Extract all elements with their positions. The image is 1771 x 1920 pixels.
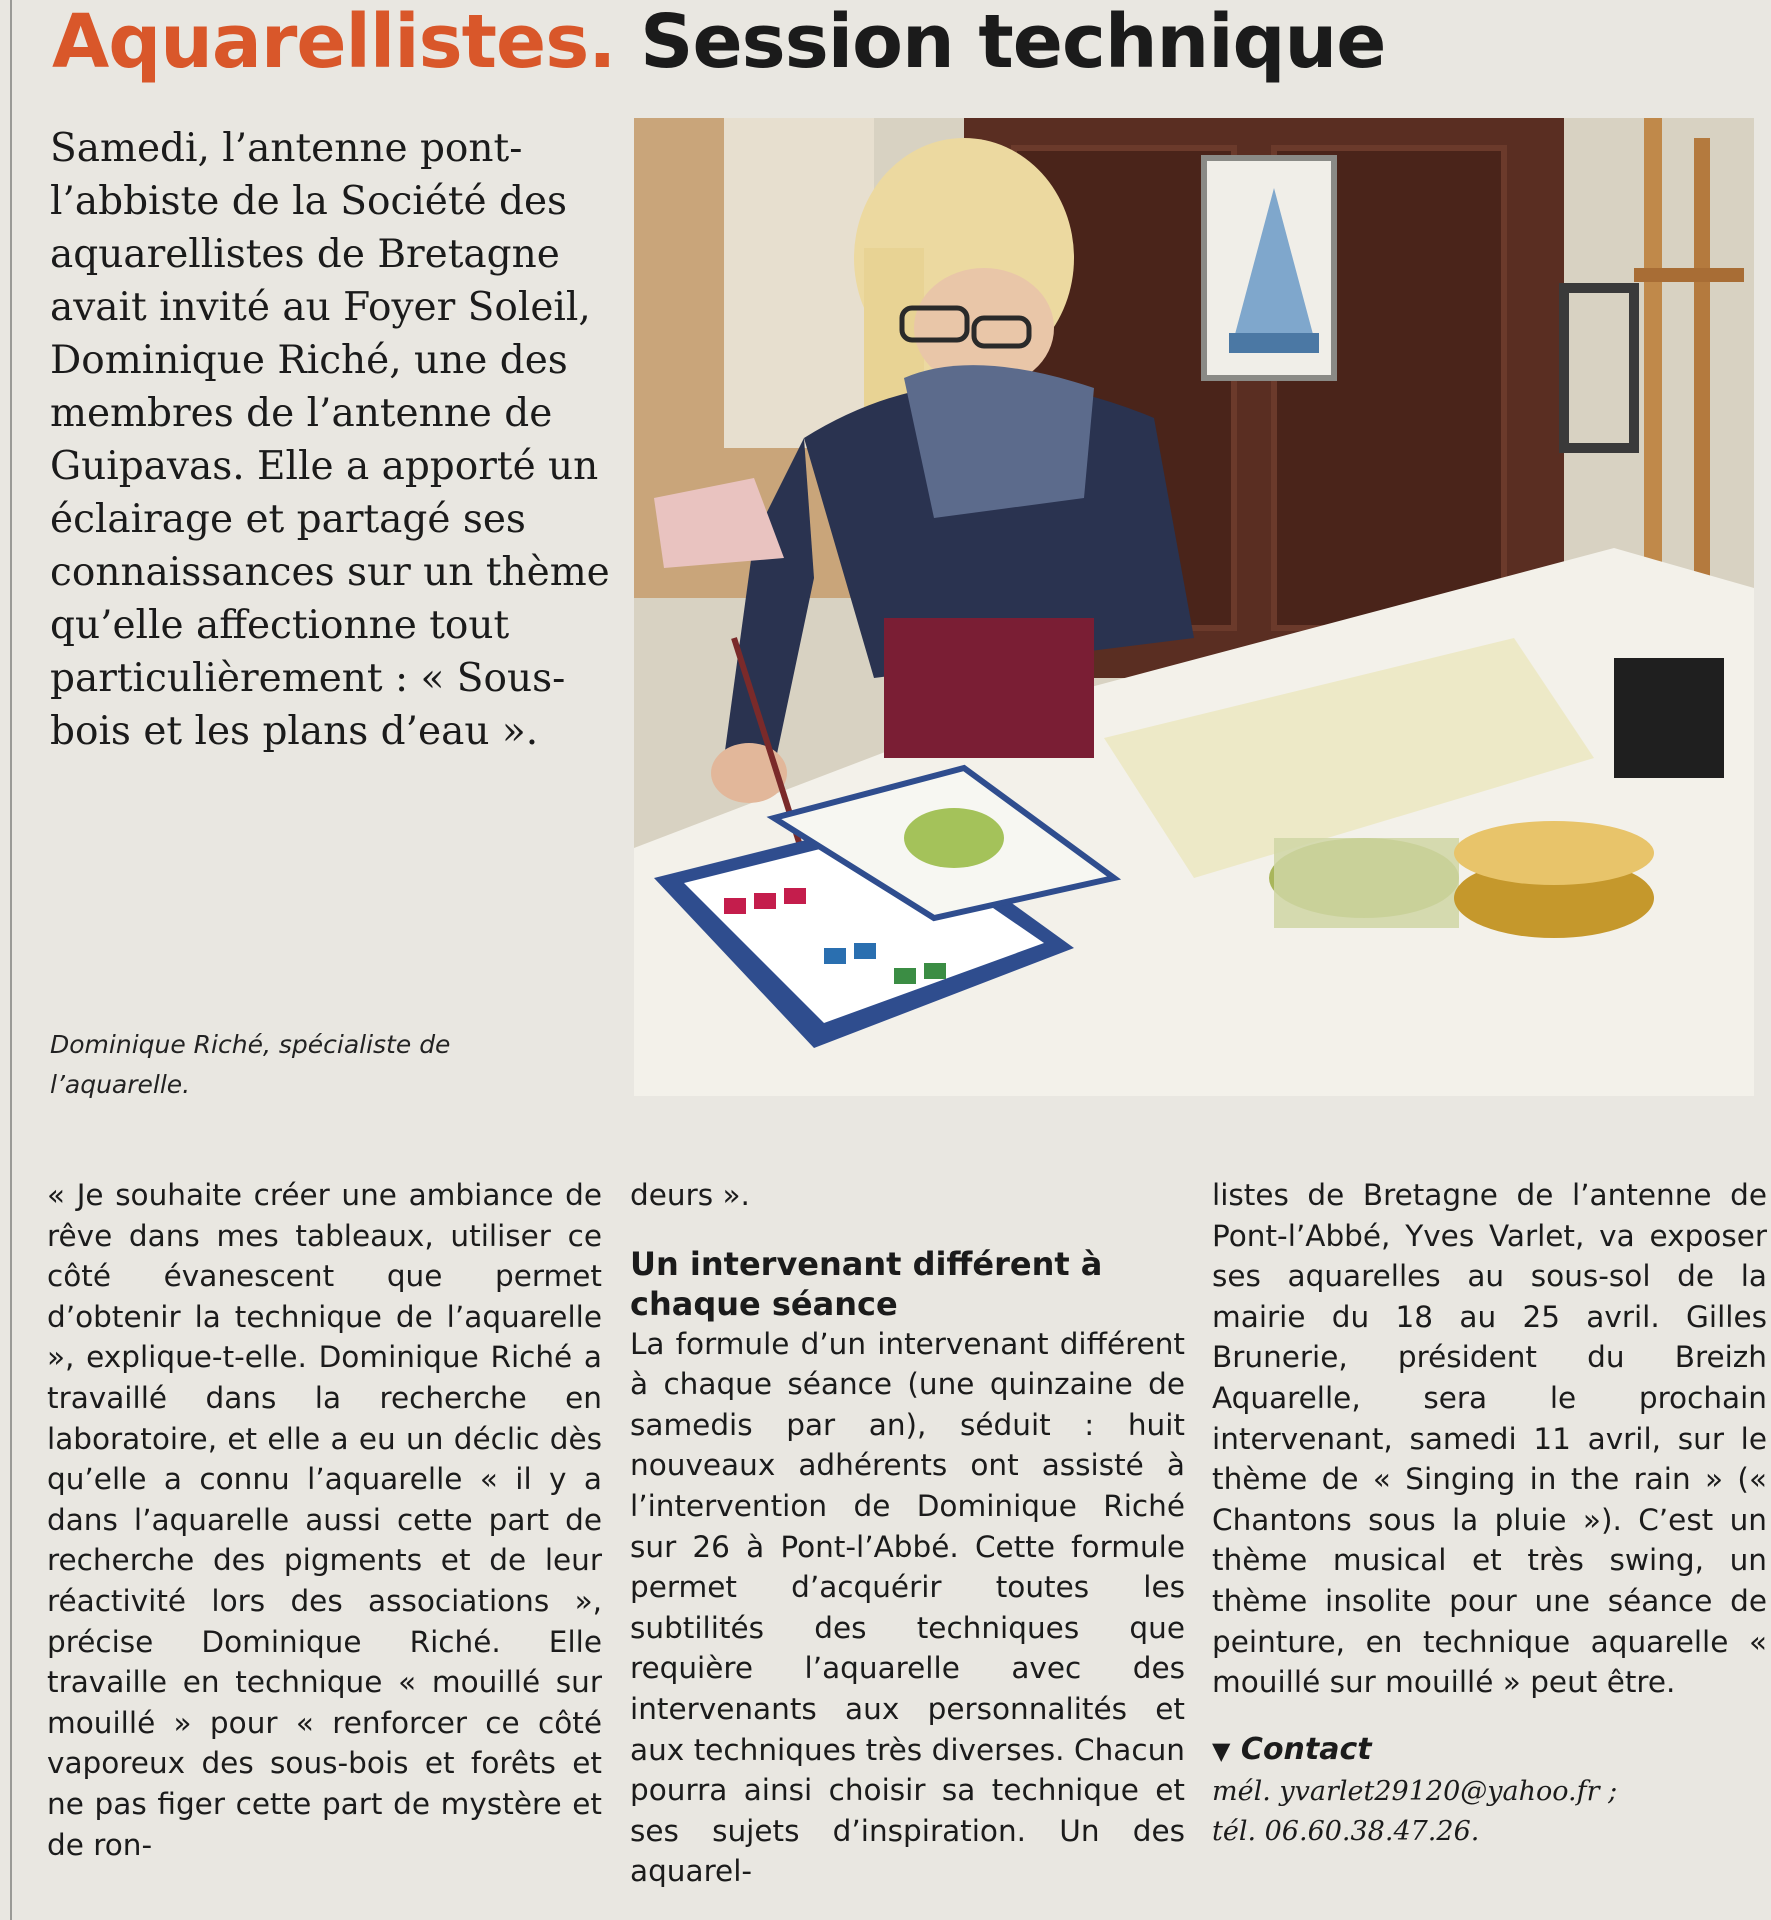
article-photo: [634, 118, 1754, 1096]
contact-heading: [1212, 1729, 1767, 1772]
body-paragraph: La formule d’un intervenant différent à chaque séance (une quinzaine de samedis par an), séduit : huit nouveaux adhérents ont assisté à l’intervention de Dominique Riché sur 26 à Pont-l’Abbé. Cette formule permet d’acquérir toutes les subtilités des techniques que requière l’aquarelle avec des intervenants aux personnalités et aux techniques très diverses. Chacun pourra ainsi choisir sa technique et ses sujets d’inspiration. Un des aquarel-: [630, 1326, 1185, 1889]
subheading: Un intervenant différent à chaque séance: [630, 1244, 1103, 1323]
contact-email: mél. yvarlet29120@yahoo.fr ;: [1212, 1775, 1618, 1807]
body-column-1: [47, 1175, 602, 1865]
body-paragraph-continuation: deurs ».: [630, 1178, 750, 1212]
headline-kicker: Aquarellistes.: [52, 0, 616, 85]
contact-label: Contact: [1240, 1731, 1372, 1767]
body-paragraph: listes de Bretagne de l’antenne de Pont-l’Abbé, Yves Varlet, va exposer ses aquarelles au sous-sol de la mairie du 18 au 25 avril. Gilles Brunerie, président du Breizh Aquarelle, sera le prochain intervenant, samedi 11 avril, sur le thème de « Singing in the rain » (« Chantons sous la pluie »). C’est un thème musical et très swing, un thème insolite pour une séance de peinture, en technique aquarelle « mouillé sur mouillé » peut être.: [1212, 1178, 1767, 1700]
body-column-2: [630, 1175, 1185, 1892]
page-edge-rule: [10, 0, 12, 1920]
contact-phone: tél. 06.60.38.47.26.: [1212, 1815, 1480, 1847]
lead-paragraph: Samedi, l’antenne pont-l’abbiste de la Société des aquarellistes de Bretagne avait invité au Foyer Soleil, Dominique Riché, une des membres de l’antenne de Guipavas. Elle a apporté un éclairage et partagé ses connaissances sur un thème qu’elle affectionne tout particulièrement : « Sous-bois et les plans d’eau ».: [50, 126, 610, 754]
headline: [52, 0, 1386, 85]
headline-title: Session technique: [640, 0, 1386, 85]
triangle-down-icon: ▼: [1212, 1736, 1231, 1765]
body-column-3: [1212, 1175, 1767, 1852]
photo-caption: Dominique Riché, spécialiste de l’aquarelle.: [50, 1030, 451, 1099]
body-paragraph: « Je souhaite créer une ambiance de rêve dans mes tableaux, utiliser ce côté évanescent que permet d’obtenir la technique de l’aquarelle », explique-t-elle. Dominique Riché a travaillé dans la recherche en laboratoire, et elle a eu un déclic dès qu’elle a connu l’aquarelle « il y a dans l’aquarelle aussi cette part de recherche des pigments et de leur réactivité lors des associations », précise Dominique Riché. Elle travaille en technique « mouillé sur mouillé » pour « renforcer ce côté vaporeux des sous-bois et forêts et ne pas figer cette part de mystère et de ron-: [47, 1178, 602, 1862]
